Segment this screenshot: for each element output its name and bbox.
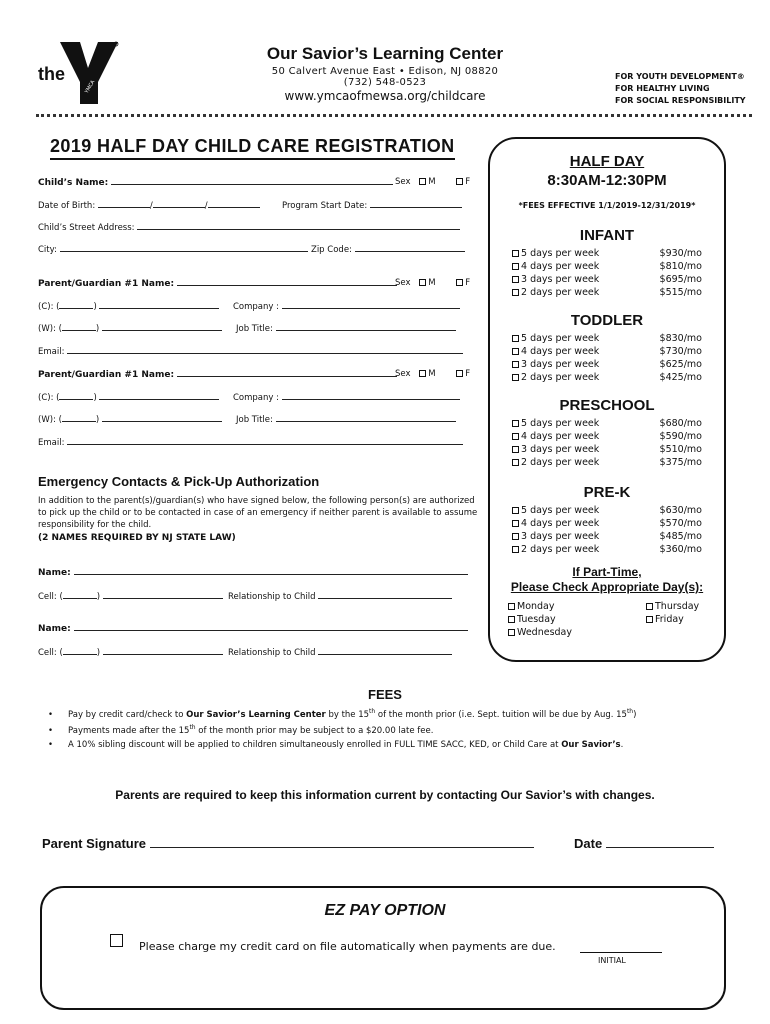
parent1-name-field[interactable] bbox=[38, 277, 397, 289]
parent1-job-field[interactable] bbox=[236, 322, 456, 334]
day-friday[interactable] bbox=[646, 614, 684, 625]
rate-option bbox=[512, 543, 599, 556]
emergency2-relationship-field[interactable] bbox=[228, 646, 452, 658]
dob-field[interactable]: Date of Birth: / / bbox=[38, 199, 260, 211]
category-title-0: INFANT bbox=[579, 227, 635, 244]
rate-label: 2 days per week bbox=[521, 372, 600, 383]
rate-price: $630/mo bbox=[659, 505, 702, 516]
initial-label: INITIAL bbox=[598, 956, 626, 965]
rate-price: $515/mo bbox=[659, 287, 702, 298]
rate-row[interactable] bbox=[512, 504, 702, 517]
tagline-1: FOR YOUTH DEVELOPMENT® bbox=[615, 72, 745, 81]
rate-label: 3 days per week bbox=[521, 274, 600, 285]
rate-row[interactable] bbox=[512, 443, 702, 456]
sex-label: Sex bbox=[395, 369, 411, 379]
sex-f-label: F bbox=[465, 177, 471, 187]
date-field[interactable] bbox=[574, 836, 714, 851]
tagline-3: FOR SOCIAL RESPONSIBILITY bbox=[615, 96, 746, 105]
day-wednesday[interactable] bbox=[508, 627, 572, 638]
day-thursday[interactable] bbox=[646, 601, 699, 612]
sex-m-label: M bbox=[428, 177, 436, 187]
job-label: Job Title: bbox=[236, 324, 273, 334]
day-tuesday[interactable] bbox=[508, 614, 556, 625]
emergency-text: In addition to the parent(s)/guardian(s) who have signed below, the following person(s) are authorized to pick up the child or to be contacted in case of an emergency if neither parent is available to assume responsibility for the child. bbox=[38, 496, 478, 530]
street-label: Child’s Street Address: bbox=[38, 223, 135, 233]
signature-label: Parent Signature bbox=[42, 836, 147, 851]
zip-label: Zip Code: bbox=[311, 245, 352, 255]
rate-checkbox[interactable] bbox=[512, 533, 519, 540]
day-label: Monday bbox=[517, 601, 555, 612]
rate-price: $830/mo bbox=[659, 333, 702, 344]
cell-label: (C): ( bbox=[38, 302, 60, 312]
rate-price: $680/mo bbox=[659, 418, 702, 429]
rate-row[interactable] bbox=[512, 543, 702, 556]
emergency2-name-field[interactable] bbox=[38, 622, 468, 634]
emergency-note: (2 NAMES REQUIRED BY NJ STATE LAW) bbox=[38, 533, 236, 543]
rate-row[interactable] bbox=[512, 260, 702, 273]
relationship-label: Relationship to Child bbox=[228, 648, 316, 658]
rate-checkbox[interactable] bbox=[512, 459, 519, 466]
emergency1-cell-field[interactable]: Cell: ( ) bbox=[38, 590, 223, 602]
sex-label: Sex bbox=[395, 278, 411, 288]
rate-label: 4 days per week bbox=[521, 431, 600, 442]
name-label: Name: bbox=[38, 624, 71, 634]
rate-row[interactable] bbox=[512, 417, 702, 430]
rate-row[interactable] bbox=[512, 345, 702, 358]
fees-effective-note: *FEES EFFECTIVE 1/1/2019-12/31/2019* bbox=[518, 201, 696, 210]
parent1-cell-field[interactable]: (C): ( ) bbox=[38, 300, 219, 312]
category-title-3: PRE-K bbox=[583, 484, 631, 501]
rate-row[interactable] bbox=[512, 247, 702, 260]
day-label: Thursday bbox=[655, 601, 700, 612]
rate-price: $375/mo bbox=[659, 457, 702, 468]
sex-f-label: F bbox=[465, 369, 471, 379]
rate-row[interactable] bbox=[512, 430, 702, 443]
rate-label: 3 days per week bbox=[521, 444, 600, 455]
center-website[interactable]: www.ymcaofmewsa.org/childcare bbox=[284, 89, 486, 103]
rate-label: 2 days per week bbox=[521, 544, 600, 555]
cell-label: (C): ( bbox=[38, 393, 60, 403]
parent1-sex-field[interactable] bbox=[395, 278, 470, 288]
rate-price: $810/mo bbox=[659, 261, 702, 272]
rate-price: $625/mo bbox=[659, 359, 702, 370]
category-title-2: PRESCHOOL bbox=[559, 397, 655, 414]
tagline-2: FOR HEALTHY LIVING bbox=[615, 84, 710, 93]
sex-m-label: M bbox=[428, 278, 436, 288]
rate-label: 4 days per week bbox=[521, 261, 600, 272]
sex-m-checkbox[interactable] bbox=[419, 178, 426, 185]
rate-price: $730/mo bbox=[659, 346, 702, 357]
rate-price: $510/mo bbox=[659, 444, 702, 455]
rate-option bbox=[512, 504, 599, 517]
job-label: Job Title: bbox=[236, 415, 273, 425]
rate-label: 3 days per week bbox=[521, 531, 600, 542]
parent2-work-field[interactable]: (W): ( ) bbox=[38, 413, 222, 425]
day-label: Friday bbox=[655, 614, 684, 625]
rate-option bbox=[512, 517, 599, 530]
rate-label: 5 days per week bbox=[521, 505, 600, 516]
rate-checkbox[interactable] bbox=[512, 433, 519, 440]
rate-option bbox=[512, 358, 599, 371]
work-label: (W): ( bbox=[38, 324, 62, 334]
relationship-label: Relationship to Child bbox=[228, 592, 316, 602]
panel-head-1: HALF DAY bbox=[569, 153, 645, 170]
panel-head-2: 8:30AM-12:30PM bbox=[547, 172, 667, 189]
rate-checkbox[interactable] bbox=[512, 250, 519, 257]
part-time-title-1: If Part-Time, bbox=[572, 565, 642, 579]
center-phone: (732) 548-0523 bbox=[343, 77, 427, 88]
rate-checkbox[interactable] bbox=[512, 361, 519, 368]
rate-row[interactable] bbox=[512, 530, 702, 543]
rate-option bbox=[512, 345, 599, 358]
parent1-label: Parent/Guardian #1 Name: bbox=[38, 279, 175, 289]
rate-row[interactable] bbox=[512, 517, 702, 530]
rate-row[interactable] bbox=[512, 456, 702, 469]
sex-m-label: M bbox=[428, 369, 436, 379]
rate-option bbox=[512, 247, 599, 260]
day-label: Tuesday bbox=[517, 614, 556, 625]
rate-option bbox=[512, 286, 599, 299]
parent2-email-field[interactable] bbox=[38, 436, 463, 448]
rate-price: $695/mo bbox=[659, 274, 702, 285]
parent1-company-field[interactable] bbox=[233, 300, 460, 312]
sex-f-checkbox[interactable] bbox=[456, 178, 463, 185]
rate-price: $930/mo bbox=[659, 248, 702, 259]
email-label: Email: bbox=[38, 347, 65, 357]
rate-row[interactable] bbox=[512, 371, 702, 384]
emergency1-relationship-field[interactable] bbox=[228, 590, 452, 602]
date-label: Date bbox=[574, 836, 603, 851]
center-address: 50 Calvert Avenue East • Edison, NJ 08820 bbox=[271, 66, 499, 77]
rate-option bbox=[512, 260, 599, 273]
rate-option bbox=[512, 332, 599, 345]
category-title-1: TODDLER bbox=[570, 312, 644, 329]
street-field[interactable] bbox=[38, 221, 460, 233]
parent2-company-field[interactable] bbox=[233, 391, 460, 403]
ez-pay-title: EZ PAY OPTION bbox=[324, 902, 446, 919]
rate-checkbox[interactable] bbox=[512, 289, 519, 296]
parent1-email-field[interactable] bbox=[38, 345, 463, 357]
rate-row[interactable] bbox=[512, 332, 702, 345]
rate-price: $485/mo bbox=[659, 531, 702, 542]
update-notice: Parents are required to keep this information current by contacting Our Savior’s with changes. bbox=[115, 788, 655, 802]
rate-label: 3 days per week bbox=[521, 359, 600, 370]
divider bbox=[36, 114, 752, 117]
rate-price: $360/mo bbox=[659, 544, 702, 555]
parent2-name-field[interactable] bbox=[38, 368, 397, 380]
sex-f-label: F bbox=[465, 278, 471, 288]
childs-name-field[interactable] bbox=[38, 176, 393, 188]
rate-label: 2 days per week bbox=[521, 457, 600, 468]
childs-name-label: Child’s Name: bbox=[38, 178, 109, 188]
parent-signature-field[interactable] bbox=[42, 836, 534, 851]
rate-option bbox=[512, 456, 599, 469]
day-label: Wednesday bbox=[517, 627, 573, 638]
rate-option bbox=[512, 371, 599, 384]
dob-label: Date of Birth: bbox=[38, 201, 96, 211]
fee-bullet-2: • Payments made after the 15th of the month prior may be subject to a $20.00 late fee. bbox=[48, 724, 434, 736]
email-label: Email: bbox=[38, 438, 65, 448]
rate-option bbox=[512, 430, 599, 443]
cell-label: Cell: ( bbox=[38, 592, 63, 602]
rate-checkbox[interactable] bbox=[512, 348, 519, 355]
rate-checkbox[interactable] bbox=[512, 420, 519, 427]
ez-pay-checkbox[interactable] bbox=[110, 934, 123, 947]
ez-pay-text: Please charge my credit card on file automatically when payments are due. bbox=[139, 940, 556, 953]
emergency1-name-field[interactable] bbox=[38, 566, 468, 578]
rate-price: $590/mo bbox=[659, 431, 702, 442]
company-label: Company : bbox=[233, 302, 280, 312]
fee-bullet-1: • Pay by credit card/check to Our Savior’s Learning Center by the 15th of the month prior (i.e. Sept. tuition will be due by Aug. 15th) bbox=[48, 708, 637, 720]
work-label: (W): ( bbox=[38, 415, 62, 425]
rate-label: 4 days per week bbox=[521, 346, 600, 357]
rate-option bbox=[512, 530, 599, 543]
child-sex-field[interactable] bbox=[395, 177, 470, 187]
fees-title: FEES bbox=[368, 687, 402, 702]
rate-price: $570/mo bbox=[659, 518, 702, 529]
program-start-field[interactable] bbox=[282, 199, 462, 211]
sex-f-checkbox[interactable] bbox=[456, 370, 463, 377]
rate-checkbox[interactable] bbox=[512, 263, 519, 270]
rate-checkbox[interactable] bbox=[512, 507, 519, 514]
parent2-cell-field[interactable]: (C): ( ) bbox=[38, 391, 219, 403]
city-field[interactable] bbox=[38, 243, 308, 255]
rate-label: 5 days per week bbox=[521, 333, 600, 344]
rate-price: $425/mo bbox=[659, 372, 702, 383]
rate-checkbox[interactable] bbox=[512, 546, 519, 553]
fee-bullet-3: • A 10% sibling discount will be applied to children simultaneously enrolled in FULL TIME SACC, KED, or Child Care at Our Savior’s. bbox=[48, 740, 624, 750]
logo-text: the bbox=[38, 64, 65, 84]
parent2-job-field[interactable] bbox=[236, 413, 456, 425]
rate-checkbox[interactable] bbox=[512, 374, 519, 381]
rate-checkbox[interactable] bbox=[512, 335, 519, 342]
name-label: Name: bbox=[38, 568, 71, 578]
emergency-title: Emergency Contacts & Pick-Up Authorization bbox=[38, 474, 320, 489]
program-start-label: Program Start Date: bbox=[282, 201, 368, 211]
day-monday[interactable] bbox=[508, 601, 555, 612]
parent2-label: Parent/Guardian #1 Name: bbox=[38, 370, 175, 380]
logo-sub: YMCA bbox=[83, 79, 97, 95]
rate-checkbox[interactable] bbox=[512, 520, 519, 527]
city-label: City: bbox=[38, 245, 57, 255]
rate-label: 2 days per week bbox=[521, 287, 600, 298]
rate-checkbox[interactable] bbox=[512, 446, 519, 453]
company-label: Company : bbox=[233, 393, 280, 403]
registration-title: 2019 HALF DAY CHILD CARE REGISTRATION bbox=[50, 136, 455, 160]
rate-checkbox[interactable] bbox=[512, 276, 519, 283]
rate-row[interactable] bbox=[512, 286, 702, 299]
sex-f-checkbox[interactable] bbox=[456, 279, 463, 286]
center-title: Our Savior’s Learning Center bbox=[266, 44, 504, 63]
sex-m-checkbox[interactable] bbox=[419, 279, 426, 286]
rate-label: 5 days per week bbox=[521, 418, 600, 429]
parent2-sex-field[interactable] bbox=[395, 369, 470, 379]
sex-label: Sex bbox=[395, 177, 411, 187]
emergency2-cell-field[interactable]: Cell: ( ) bbox=[38, 646, 223, 658]
part-time-title-2: Please Check Appropriate Day(s): bbox=[510, 580, 704, 594]
parent1-work-field[interactable]: (W): ( ) bbox=[38, 322, 222, 334]
rate-row[interactable] bbox=[512, 358, 702, 371]
sex-m-checkbox[interactable] bbox=[419, 370, 426, 377]
rate-label: 5 days per week bbox=[521, 248, 600, 259]
rate-option bbox=[512, 443, 599, 456]
rate-option bbox=[512, 273, 599, 286]
rate-row[interactable] bbox=[512, 273, 702, 286]
initial-input[interactable] bbox=[580, 952, 662, 953]
cell-label: Cell: ( bbox=[38, 648, 63, 658]
rate-label: 4 days per week bbox=[521, 518, 600, 529]
zip-field[interactable] bbox=[311, 243, 465, 255]
rate-option bbox=[512, 417, 599, 430]
